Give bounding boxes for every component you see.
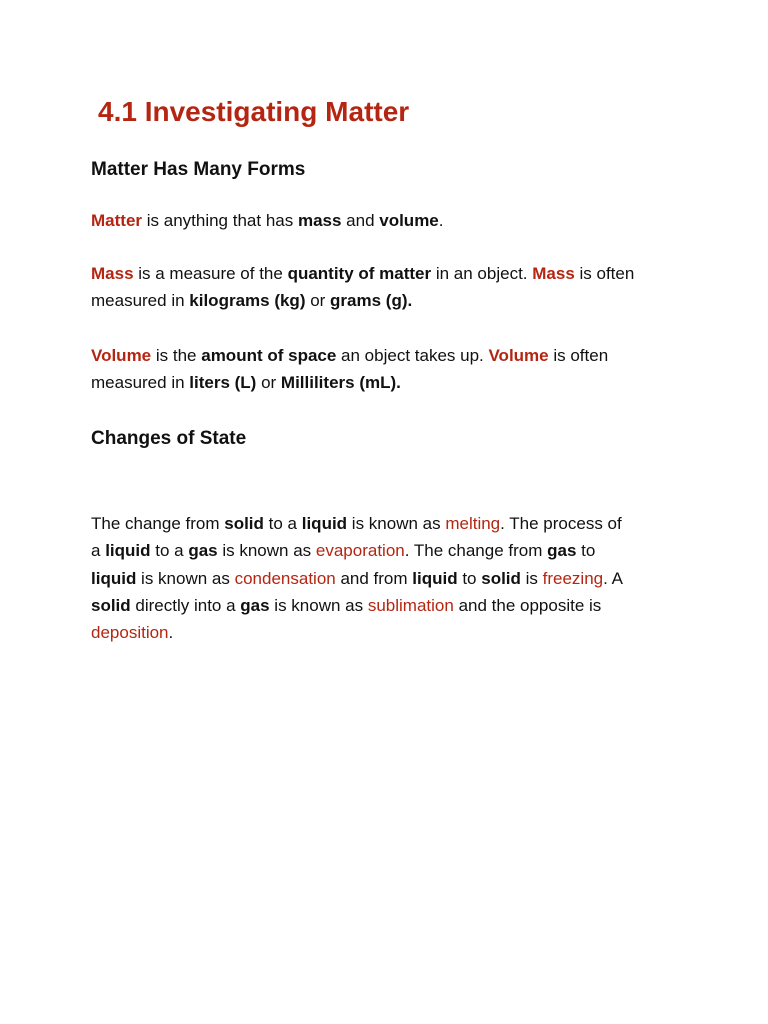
text-run: The change from <box>91 514 225 533</box>
paragraph-line <box>91 260 634 287</box>
term-deposition: deposition <box>91 623 169 643</box>
section-heading-matter-forms: Matter Has Many Forms <box>91 159 306 180</box>
text-run: in an object. <box>431 264 533 283</box>
term-liquid: liquid <box>412 568 458 588</box>
term-liquid: liquid <box>301 514 348 533</box>
paragraph-changes-of-state <box>91 510 623 646</box>
term-solid: solid <box>481 568 521 588</box>
text-run: to a <box>150 541 189 561</box>
paragraph-line <box>91 369 608 396</box>
term-matter: Matter <box>91 211 143 230</box>
text-run: and from <box>335 568 413 588</box>
term-liquid: liquid <box>91 568 137 588</box>
paragraph-mass-definition <box>91 260 634 315</box>
term-solid: solid <box>91 595 131 615</box>
text-run: is often <box>548 346 609 365</box>
term-evaporation: evaporation <box>315 541 405 561</box>
paragraph-line <box>91 510 623 537</box>
term-grams: grams (g). <box>330 291 413 311</box>
term-mass: mass <box>297 211 342 230</box>
text-run: to a <box>263 514 302 533</box>
term-liters: liters (L) <box>189 373 257 393</box>
term-milliliters: Milliliters (mL). <box>280 373 401 393</box>
text-run: or <box>256 373 281 393</box>
paragraph-line <box>91 565 623 592</box>
term-liquid: liquid <box>105 541 151 561</box>
term-volume: Volume <box>488 346 549 365</box>
text-run: is a measure of the <box>133 264 288 283</box>
text-run: is known as <box>269 595 368 615</box>
term-volume: Volume <box>91 346 152 365</box>
text-run: directly into a <box>130 595 241 615</box>
term-kilograms: kilograms (kg) <box>189 291 306 311</box>
text-run: measured in <box>91 373 190 393</box>
paragraph-line <box>91 342 608 369</box>
text-run: an object takes up. <box>336 346 489 365</box>
paragraph-line <box>91 619 623 646</box>
term-gas: gas <box>188 541 218 561</box>
paragraph-volume-definition <box>91 342 608 397</box>
term-solid: solid <box>224 514 264 533</box>
term-gas: gas <box>240 595 270 615</box>
text-run: . <box>168 623 174 643</box>
text-run: or <box>305 291 331 311</box>
text-run: is <box>520 568 543 588</box>
text-run: to <box>576 541 596 561</box>
text-run: . The change from <box>404 541 548 561</box>
text-run: measured in <box>91 291 190 311</box>
paragraph-line <box>91 287 634 314</box>
term-volume: volume <box>379 211 439 230</box>
text-run: is known as <box>217 541 316 561</box>
text-run: . The process of <box>500 514 622 533</box>
text-run: . A <box>603 568 623 588</box>
text-run: is often <box>574 264 635 283</box>
paragraph-line <box>91 537 623 564</box>
term-melting: melting <box>445 514 501 533</box>
paragraph-line <box>91 592 623 619</box>
term-quantity-of-matter: quantity of matter <box>287 264 432 283</box>
term-condensation: condensation <box>234 568 336 588</box>
text-run: and the opposite is <box>453 595 602 615</box>
section-heading-changes-of-state: Changes of State <box>91 428 247 449</box>
text-run: to <box>457 568 482 588</box>
term-gas: gas <box>547 541 577 561</box>
page-title: 4.1 Investigating Matter <box>98 96 410 127</box>
text-run: is the <box>151 346 202 365</box>
text-run: is anything that has <box>142 211 298 230</box>
term-amount-of-space: amount of space <box>201 346 337 365</box>
text-run: a <box>91 541 106 561</box>
text-run: is known as <box>136 568 235 588</box>
text-run: is known as <box>347 514 446 533</box>
term-freezing: freezing <box>542 568 604 588</box>
term-mass: Mass <box>91 264 134 283</box>
text-run: and <box>341 211 380 230</box>
paragraph-matter-definition <box>91 207 444 234</box>
term-mass: Mass <box>532 264 575 283</box>
text-run: . <box>438 211 444 230</box>
term-sublimation: sublimation <box>367 595 454 615</box>
